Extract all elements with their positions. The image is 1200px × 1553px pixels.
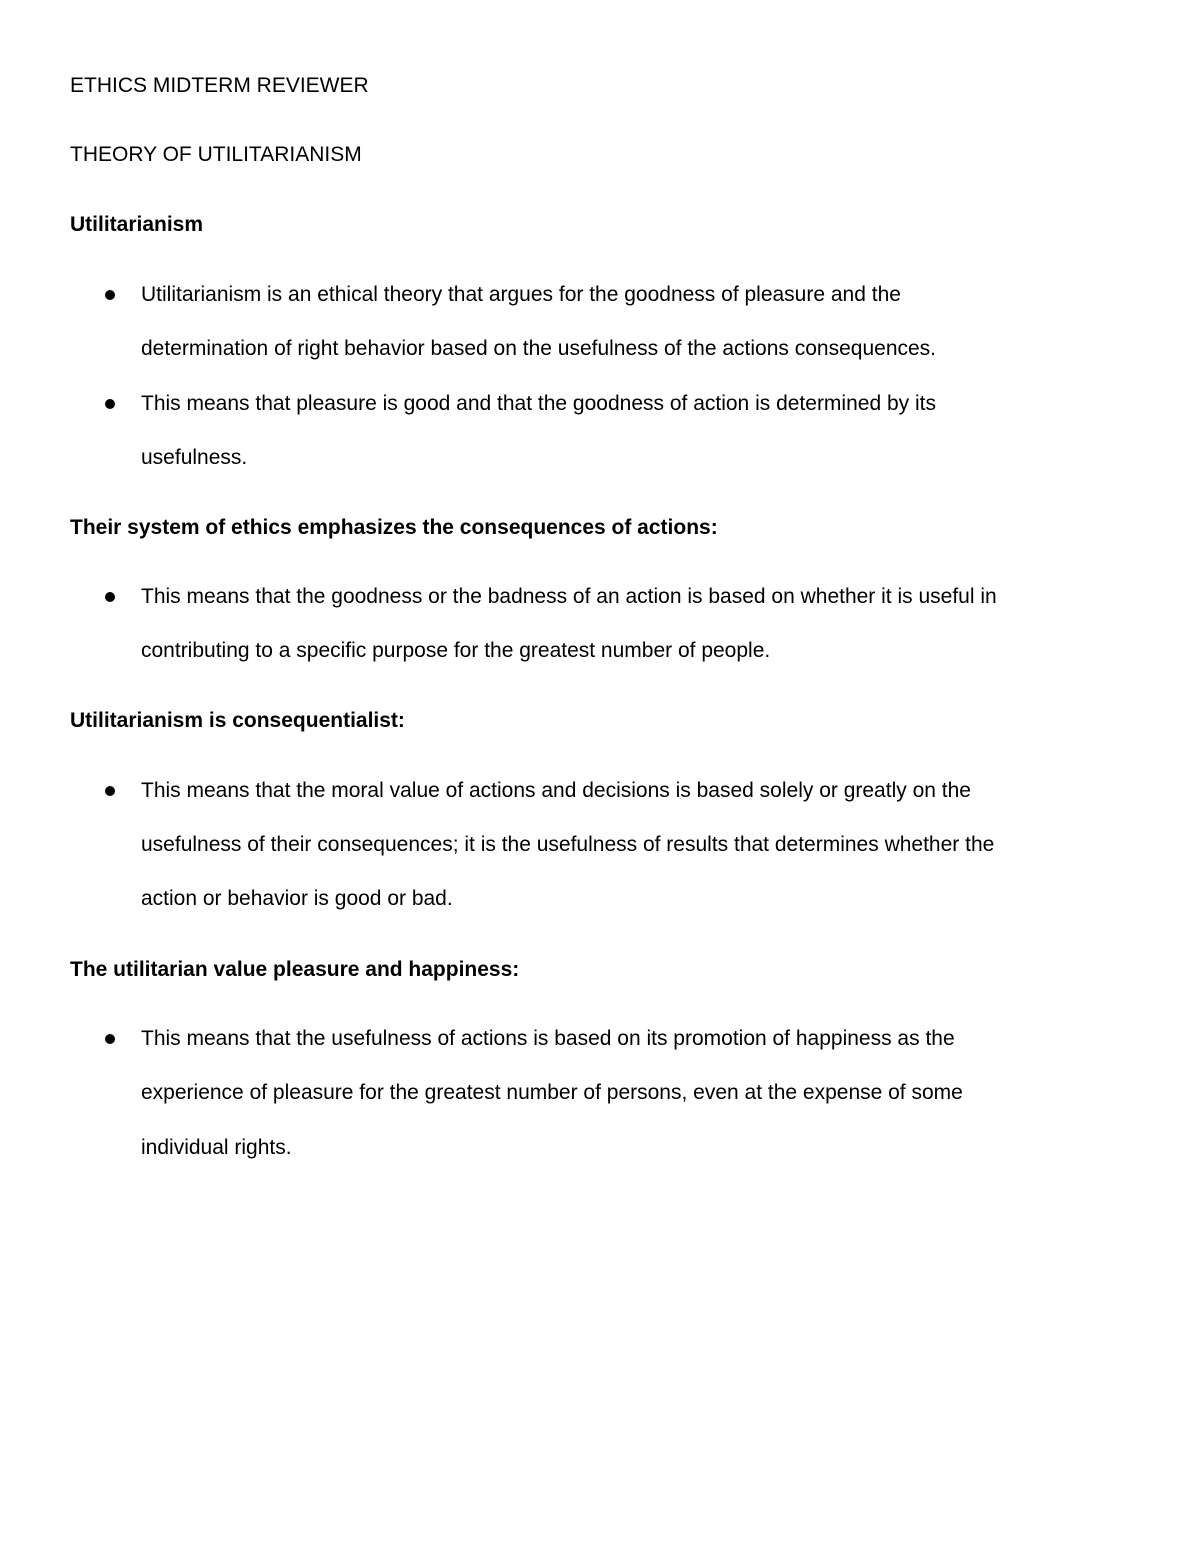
theory-title: THEORY OF UTILITARIANISM: [70, 143, 362, 166]
section-heading-consequences: Their system of ethics emphasizes the consequences of actions:: [70, 516, 718, 539]
list-item-text: action or behavior is good or bad.: [141, 887, 453, 910]
list-item-text: This means that the usefulness of actions is based on its promotion of happiness as the: [141, 1027, 955, 1050]
bullet-icon: [105, 1034, 115, 1044]
bullet-icon: [105, 592, 115, 602]
list-item-text: individual rights.: [141, 1136, 292, 1159]
bullet-icon: [105, 290, 115, 300]
list-item-text: This means that the goodness or the badness of an action is based on whether it is useful in: [141, 585, 997, 608]
list-item-text: usefulness of their consequences; it is the usefulness of results that determines whether the: [141, 833, 995, 856]
list-item-text: determination of right behavior based on the usefulness of the actions consequences.: [141, 337, 937, 360]
bullet-icon: [105, 786, 115, 796]
list-item-text: This means that the moral value of actions and decisions is based solely or greatly on the: [141, 779, 971, 802]
list-item-text: Utilitarianism is an ethical theory that argues for the goodness of pleasure and the: [141, 283, 901, 306]
list-item-text: usefulness.: [141, 446, 248, 469]
section-heading-utilitarianism: Utilitarianism: [70, 213, 204, 236]
section-heading-pleasure-happiness: The utilitarian value pleasure and happiness:: [70, 958, 520, 981]
document-title: ETHICS MIDTERM REVIEWER: [70, 74, 369, 97]
section-heading-consequentialist: Utilitarianism is consequentialist:: [70, 709, 405, 732]
bullet-icon: [105, 399, 115, 409]
list-item-text: contributing to a specific purpose for the greatest number of people.: [141, 639, 771, 662]
list-item-text: experience of pleasure for the greatest number of persons, even at the expense of some: [141, 1081, 963, 1104]
list-item-text: This means that pleasure is good and that the goodness of action is determined by its: [141, 392, 936, 415]
